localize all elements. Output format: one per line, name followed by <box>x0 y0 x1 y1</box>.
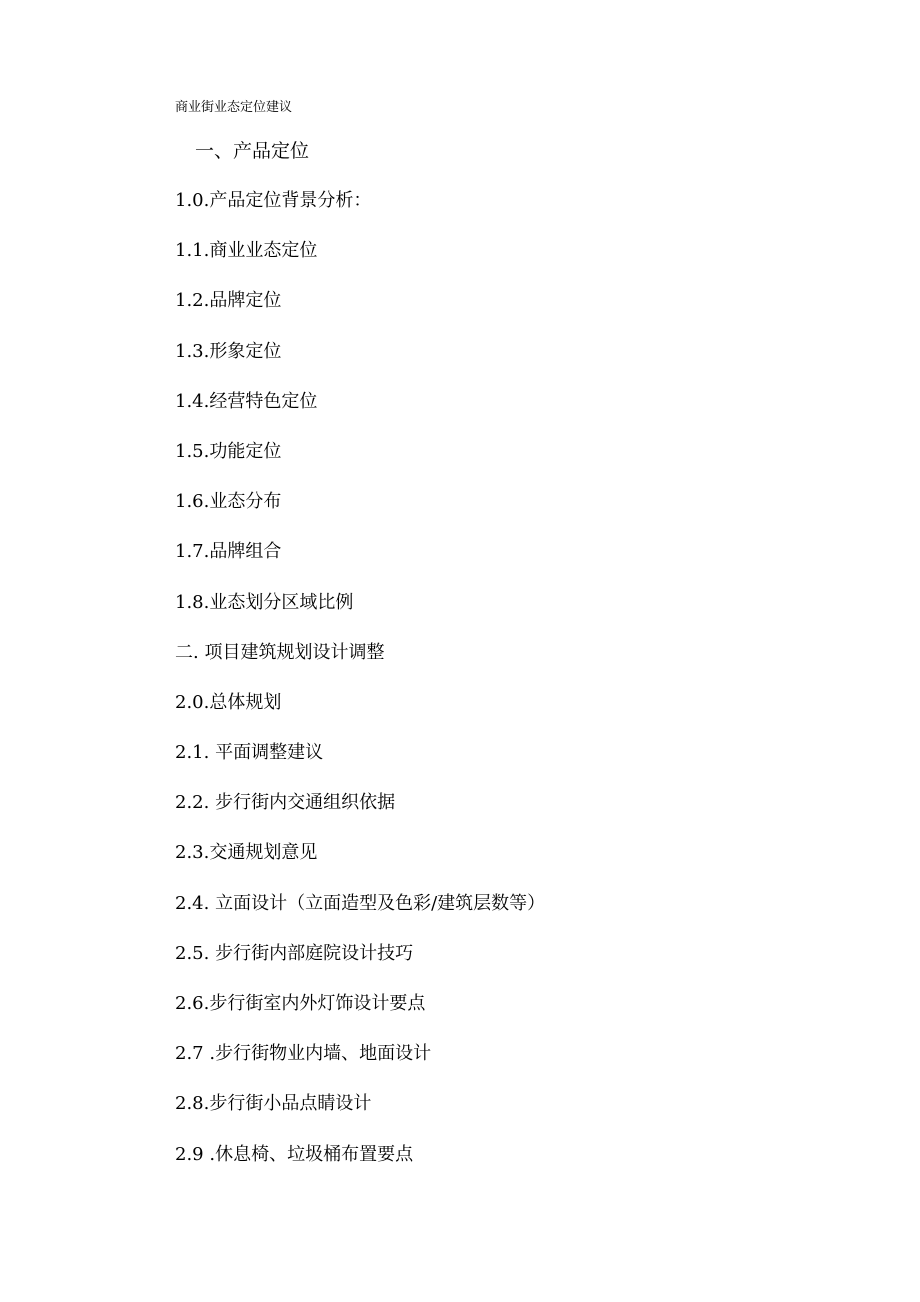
outline-item: 1.6.业态分布 <box>175 491 282 513</box>
outline-item: 2.5. 步行街内部庭院设计技巧 <box>175 942 414 964</box>
outline-item: 1.5.功能定位 <box>175 440 282 462</box>
outline-item: 2.6.步行街室内外灯饰设计要点 <box>175 993 426 1014</box>
outline-item: 1.2.品牌定位 <box>175 290 282 312</box>
outline-item: 2.9 .休息椅、垃圾桶布置要点 <box>175 1143 414 1165</box>
outline-item: 2.1. 平面调整建议 <box>175 742 324 764</box>
outline-item: 2.4. 立面设计（立面造型及色彩/建筑层数等） <box>175 892 546 914</box>
outline-item: 1.3.形象定位 <box>175 340 282 362</box>
outline-item: 2.7 .步行街物业内墙、地面设计 <box>175 1043 432 1065</box>
section-heading-product-positioning: 一、产品定位 <box>195 140 310 162</box>
document-title: 商业街业态定位建议 <box>175 100 293 115</box>
outline-item: 1.8.业态划分区域比例 <box>175 591 354 613</box>
section-heading-building-planning: 二. 项目建筑规划设计调整 <box>175 641 385 663</box>
outline-item: 1.1.商业业态定位 <box>175 240 318 262</box>
outline-item: 2.0.总体规划 <box>175 691 282 713</box>
outline-list <box>175 188 545 1192</box>
outline-item: 1.4.经营特色定位 <box>175 390 318 412</box>
outline-item: 2.8.步行街小品点睛设计 <box>175 1093 372 1115</box>
outline-item: 2.2. 步行街内交通组织依据 <box>175 792 396 814</box>
outline-item: 2.3.交通规划意见 <box>175 842 318 864</box>
outline-item: 1.7.品牌组合 <box>175 541 282 563</box>
outline-item: 1.0.产品定位背景分析： <box>175 190 372 211</box>
